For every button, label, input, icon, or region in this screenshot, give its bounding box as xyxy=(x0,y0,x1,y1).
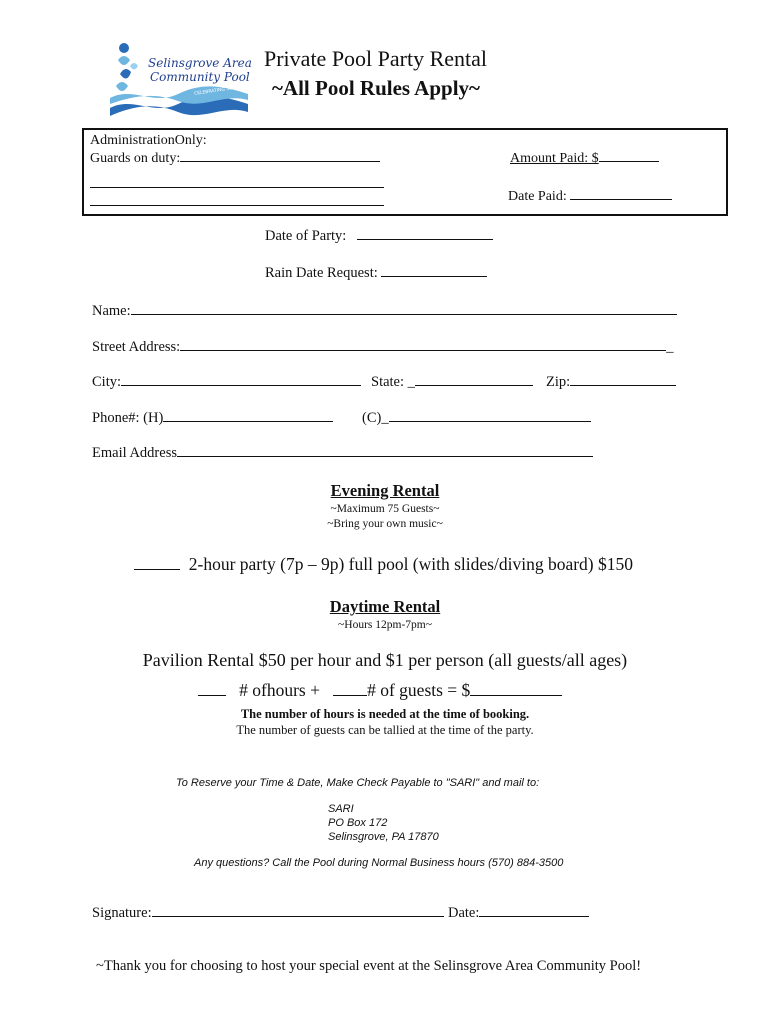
street-line[interactable] xyxy=(180,349,666,351)
date-paid-field[interactable] xyxy=(508,189,672,205)
mail-instructions: To Reserve your Time & Date, Make Check Payable to "SARI" and mail to: xyxy=(176,777,540,789)
logo-line1: Selinsgrove Area xyxy=(148,56,252,70)
phone-cell-line[interactable] xyxy=(389,420,591,422)
guards-on-duty-field[interactable] xyxy=(90,151,380,167)
zip-label: Zip: xyxy=(546,374,571,390)
city-line[interactable] xyxy=(121,384,361,386)
guards-line[interactable] xyxy=(180,160,380,162)
evening-music-note: ~Bring your own music~ xyxy=(327,518,443,530)
pool-logo xyxy=(108,38,250,120)
logo-ribbon: CELEBRATING 50 YEARS xyxy=(193,84,249,97)
date-of-party-field[interactable] xyxy=(265,228,493,245)
state-field[interactable] xyxy=(371,374,533,391)
city-label: City: xyxy=(92,374,122,390)
rain-date-line[interactable] xyxy=(381,275,487,277)
pavilion-calc[interactable] xyxy=(198,680,562,701)
daytime-hours: ~Hours 12pm-7pm~ xyxy=(338,619,432,631)
signature-field[interactable] xyxy=(92,905,444,922)
guests-tally-note: The number of guests can be tallied at the time of the party. xyxy=(236,723,534,737)
amount-paid-line[interactable] xyxy=(599,160,659,162)
date-paid-line[interactable] xyxy=(570,198,672,200)
street-tail: _ xyxy=(666,339,674,355)
guards-line-2[interactable] xyxy=(90,187,384,188)
email-label: Email Address xyxy=(92,445,177,461)
questions-note: Any questions? Call the Pool during Normal Business hours (570) 884-3500 xyxy=(194,857,564,869)
cell-label: (C)_ xyxy=(362,410,389,426)
mail-addr-3: Selinsgrove, PA 17870 xyxy=(328,831,439,843)
page-title: Private Pool Party Rental xyxy=(264,46,488,71)
zip-line[interactable] xyxy=(570,384,676,386)
evening-option[interactable] xyxy=(134,554,633,575)
phone-home-line[interactable] xyxy=(163,420,333,422)
date-of-party-label: Date of Party: xyxy=(265,228,347,244)
rain-date-label: Rain Date Request: xyxy=(265,265,378,281)
evening-max-guests: ~Maximum 75 Guests~ xyxy=(330,503,440,515)
hours-needed-note: The number of hours is needed at the time of booking. xyxy=(240,707,530,721)
mail-addr-1: SARI xyxy=(328,803,354,815)
thank-you-note: ~Thank you for choosing to host your special event at the Selinsgrove Area Community Pool! xyxy=(96,958,642,974)
evening-rental-heading: Evening Rental xyxy=(330,481,440,500)
street-address-field[interactable] xyxy=(92,339,673,356)
page-subtitle: ~All Pool Rules Apply~ xyxy=(272,76,480,100)
phone-home-field[interactable] xyxy=(92,410,333,427)
date-paid-label: Date Paid: xyxy=(508,189,567,204)
amount-paid-field[interactable] xyxy=(510,151,659,167)
rain-date-field[interactable] xyxy=(265,265,487,282)
logo-line2: Community Pool xyxy=(150,70,250,84)
hours-label: # ofhours + xyxy=(239,680,320,700)
date-of-party-line[interactable] xyxy=(357,238,493,240)
email-line[interactable] xyxy=(177,455,593,457)
signature-label: Signature: xyxy=(92,905,152,921)
guards-label: Guards on duty: xyxy=(90,151,181,166)
daytime-rental-heading: Daytime Rental xyxy=(329,597,441,616)
email-field[interactable] xyxy=(92,445,593,462)
zip-field[interactable] xyxy=(546,374,676,391)
city-field[interactable] xyxy=(92,374,361,391)
phone-cell-field[interactable] xyxy=(362,410,591,427)
signature-line[interactable] xyxy=(152,915,444,917)
name-line[interactable] xyxy=(131,313,677,315)
admin-heading: AdministrationOnly: xyxy=(90,133,207,148)
state-line[interactable] xyxy=(415,384,533,386)
signature-date-label: Date: xyxy=(448,905,480,921)
amount-paid-label: Amount Paid: $ xyxy=(510,151,599,166)
admin-only-box xyxy=(82,128,728,216)
mail-addr-2: PO Box 172 xyxy=(328,817,388,829)
total-line[interactable] xyxy=(470,694,562,696)
guests-line[interactable] xyxy=(333,694,367,696)
name-field[interactable] xyxy=(92,303,677,320)
signature-date-field[interactable] xyxy=(448,905,589,922)
street-label: Street Address: xyxy=(92,339,181,355)
evening-option-label: 2-hour party (7p – 9p) full pool (with slides/diving board) $150 xyxy=(188,554,633,574)
guards-line-3[interactable] xyxy=(90,205,384,206)
name-label: Name: xyxy=(92,303,131,319)
guests-label: # of guests = $ xyxy=(367,680,471,700)
pavilion-rental-text: Pavilion Rental $50 per hour and $1 per person (all guests/all ages) xyxy=(142,650,628,670)
evening-option-checkline[interactable] xyxy=(134,568,180,570)
state-label: State: _ xyxy=(371,374,415,390)
signature-date-line[interactable] xyxy=(479,915,589,917)
phone-label: Phone#: (H) xyxy=(92,410,164,426)
hours-line[interactable] xyxy=(198,694,226,696)
